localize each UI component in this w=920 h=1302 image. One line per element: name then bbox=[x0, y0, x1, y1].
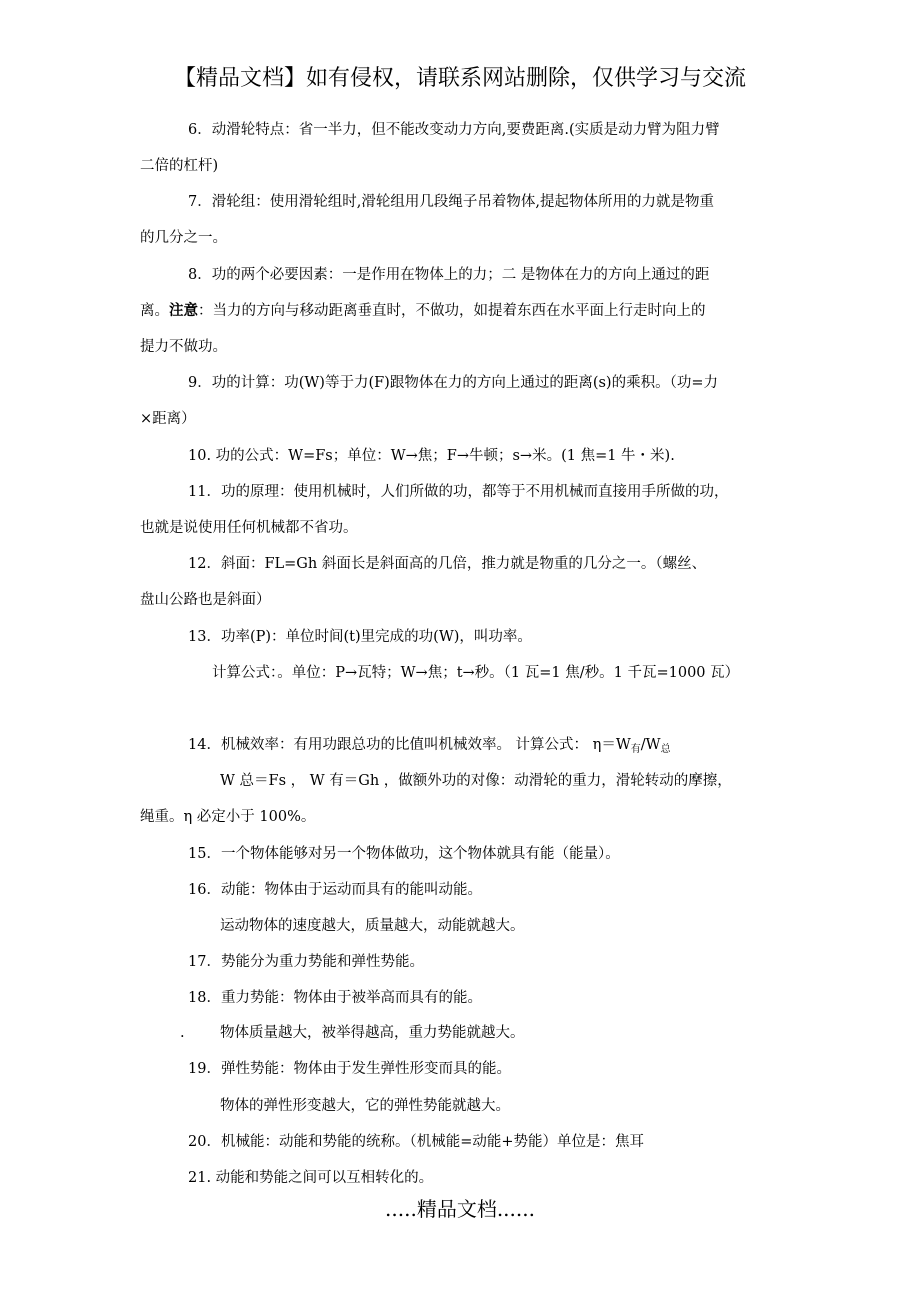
item-13-line2: 计算公式：。单位：P→瓦特；W→焦；t→秒。（1 瓦=1 焦/秒。1 千瓦=1000 瓦） bbox=[212, 665, 740, 681]
item-21-line1: 21. 动能和势能之间可以互相转化的。 bbox=[188, 1170, 434, 1186]
efficiency-formula-text: 14．机械效率：有用功跟总功的比值叫机械效率。 计算公式： η＝W bbox=[188, 737, 631, 753]
note-label: 注意 bbox=[169, 302, 198, 319]
item-19-line2: 物体的弹性形变越大，它的弹性势能就越大。 bbox=[220, 1098, 510, 1114]
item-18-line2: 物体质量越大，被举得越高，重力势能就越大。 bbox=[220, 1025, 525, 1041]
item-16-line1: 16．动能：物体由于运动而具有的能叫动能。 bbox=[188, 882, 482, 898]
item-18-line1: 18．重力势能：物体由于被举高而具有的能。 bbox=[188, 990, 482, 1006]
item-16-line2: 运动物体的速度越大，质量越大，动能就越大。 bbox=[220, 918, 525, 934]
page-footer: .....精品文档...... bbox=[385, 1197, 535, 1221]
stray-dot: . bbox=[180, 1025, 185, 1041]
useful-subscript: 有 bbox=[630, 744, 641, 755]
item-14-line2: W 总＝Fs ， W 有＝Gh ，做额外功的对像：动滑轮的重力，滑轮转动的摩擦， bbox=[220, 773, 732, 789]
item-14-line1 bbox=[188, 734, 671, 761]
page-header: 【精品文档】如有侵权，请联系网站删除，仅供学习与交流 bbox=[173, 66, 746, 91]
item-6-line1: 6．动滑轮特点：省一半力，但不能改变动力方向,要费距离.(实质是动力臂为阻力臂 bbox=[188, 122, 720, 138]
item-8-line3: 提力不做功。 bbox=[140, 339, 227, 355]
item-12-line2: 盘山公路也是斜面） bbox=[140, 592, 271, 608]
item-14-line3: 绳重。η 必定小于 100%。 bbox=[140, 809, 316, 825]
item-11-line1: 11．功的原理：使用机械时，人们所做的功，都等于不用机械而直接用手所做的功， bbox=[188, 484, 729, 500]
item-8-line2-rest: ：当力的方向与移动距离垂直时，不做功，如提着东西在水平面上行走时向上的 bbox=[198, 303, 706, 319]
total-subscript: 总 bbox=[660, 744, 671, 755]
item-7-line2: 的几分之一。 bbox=[140, 230, 227, 246]
item-13-line1: 13．功率(P)：单位时间(t)里完成的功(W)，叫功率。 bbox=[188, 629, 532, 645]
item-15-line1: 15．一个物体能够对另一个物体做功，这个物体就具有能（能量）。 bbox=[188, 846, 620, 862]
item-17-line1: 17．势能分为重力势能和弹性势能。 bbox=[188, 954, 424, 970]
item-10-line1: 10. 功的公式：W=Fs；单位：W→焦；F→牛顿；s→米。(1 焦=1 牛・米). bbox=[188, 448, 675, 464]
efficiency-formula-slash: /W bbox=[640, 737, 661, 753]
item-8-line1: 8．功的两个必要因素：一是作用在物体上的力；二 是物体在力的方向上通过的距 bbox=[188, 267, 710, 283]
item-8-line2 bbox=[140, 300, 706, 322]
item-19-line1: 19．弹性势能：物体由于发生弹性形变而具的能。 bbox=[188, 1061, 511, 1077]
item-6-line2: 二倍的杠杆) bbox=[140, 158, 219, 174]
item-8-line2-start: 离。 bbox=[140, 303, 169, 319]
item-9-line1: 9．功的计算：功(W)等于力(F)跟物体在力的方向上通过的距离(s)的乘积。（功=力 bbox=[188, 375, 718, 391]
item-9-line2: ×距离） bbox=[140, 411, 196, 427]
item-12-line1: 12．斜面：FL=Gh 斜面长是斜面高的几倍，推力就是物重的几分之一。（螺丝、 bbox=[188, 556, 707, 572]
item-11-line2: 也就是说使用任何机械都不省功。 bbox=[140, 520, 358, 536]
item-20-line1: 20．机械能：动能和势能的统称。（机械能=动能+势能）单位是：焦耳 bbox=[188, 1134, 644, 1150]
item-7-line1: 7．滑轮组：使用滑轮组时,滑轮组用几段绳子吊着物体,提起物体所用的力就是物重 bbox=[188, 194, 714, 210]
